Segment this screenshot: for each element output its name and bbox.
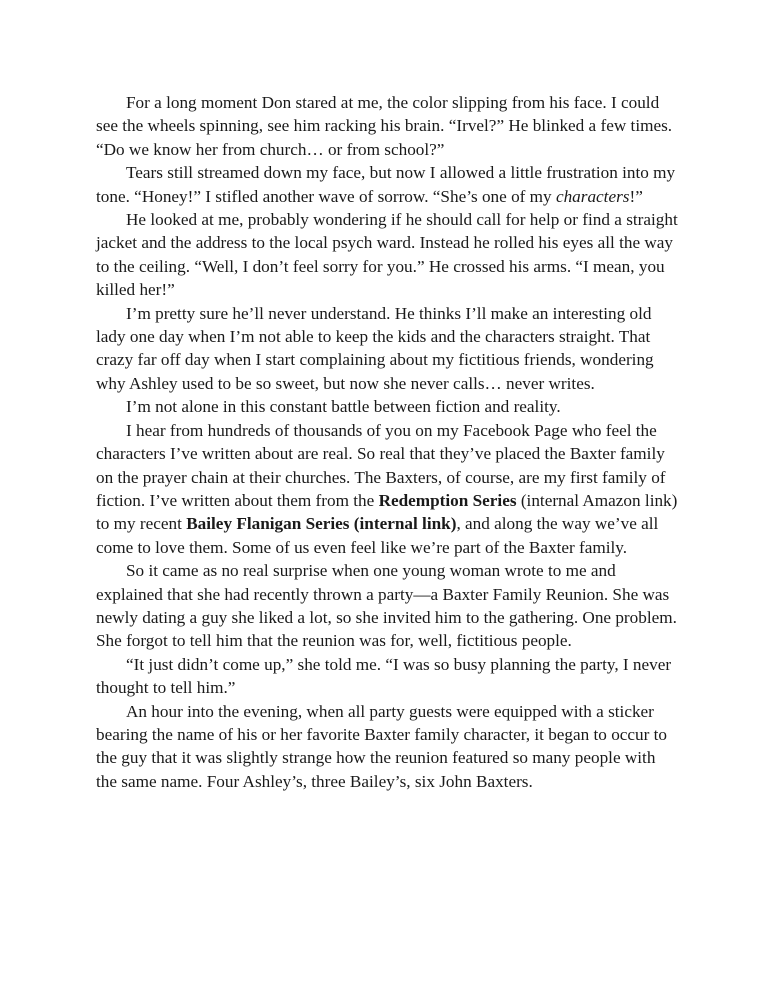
document-page: [96, 91, 680, 793]
paragraph-text: For a long moment Don stared at me, the color slipping from his face. I could see the wheels spinning, see him racking his brain. “Irvel?” He blinked a few times. “Do we know her from church… or from school?”: [96, 93, 673, 159]
paragraph-text: I’m not alone in this constant battle between fiction and reality.: [126, 397, 561, 417]
paragraph: [96, 559, 680, 653]
paragraph: [96, 419, 680, 559]
paragraph-text: He looked at me, probably wondering if he should call for help or find a straight jacket and the address to the local psych ward. Instead he rolled his eyes all the way to the ceiling. “Well, I don’t feel sorry for you.” He crossed his arms. “I mean, you killed her!”: [96, 210, 678, 300]
bold-series-title: Redemption Series: [378, 490, 517, 510]
paragraph-text: !”: [629, 186, 643, 206]
paragraph: [96, 700, 680, 794]
paragraph-text: , and along the way we’ve all come to love them. Some of us even feel like we’re part of the Baxter family.: [96, 514, 659, 557]
paragraph: [96, 91, 680, 161]
paragraph: [96, 653, 680, 700]
bold-series-title: Bailey Flanigan Series (internal link): [186, 514, 457, 534]
emphasized-text: characters: [555, 186, 630, 206]
paragraph: [96, 208, 680, 302]
paragraph-text: (internal Amazon link) to my recent: [96, 490, 678, 534]
paragraph-text: “It just didn’t come up,” she told me. “I was so busy planning the party, I never thought to tell him.”: [96, 654, 672, 698]
paragraph-text: An hour into the evening, when all party guests were equipped with a sticker bearing the name of his or her favorite Baxter family character, it began to occur to the guy that it was slightly strange how the reunion featured so many people with the same name. Four Ashley’s, three Bailey’s, six John Baxters.: [96, 701, 668, 791]
paragraph-text: I’m pretty sure he’ll never understand. He thinks I’ll make an interesting old lady one day when I’m not able to keep the kids and the characters straight. That crazy far off day when I start complaining about my fictitious friends, wondering why Ashley used to be so sweet, but now she never calls… never writes.: [96, 303, 654, 393]
paragraph: [96, 161, 680, 208]
paragraph-text: Tears still streamed down my face, but now I allowed a little frustration into my tone. “Honey!” I stifled another wave of sorrow. “She’s one of my: [96, 163, 676, 206]
paragraph-text: I hear from hundreds of thousands of you on my Facebook Page who feel the characters I’ve written about are real. So real that they’ve placed the Baxter family on the prayer chain at their churches. The Baxters, of course, are my first family of fiction. I’ve written about them from the: [96, 420, 666, 510]
paragraph-text: So it came as no real surprise when one young woman wrote to me and explained that she had recently thrown a party—a Baxter Family Reunion. She was newly dating a guy she liked a lot, so she invited him to the gathering. One problem. She forgot to tell him that the reunion was for, well, fictitious people.: [96, 561, 677, 651]
paragraph: [96, 302, 680, 396]
paragraph: [96, 395, 680, 418]
